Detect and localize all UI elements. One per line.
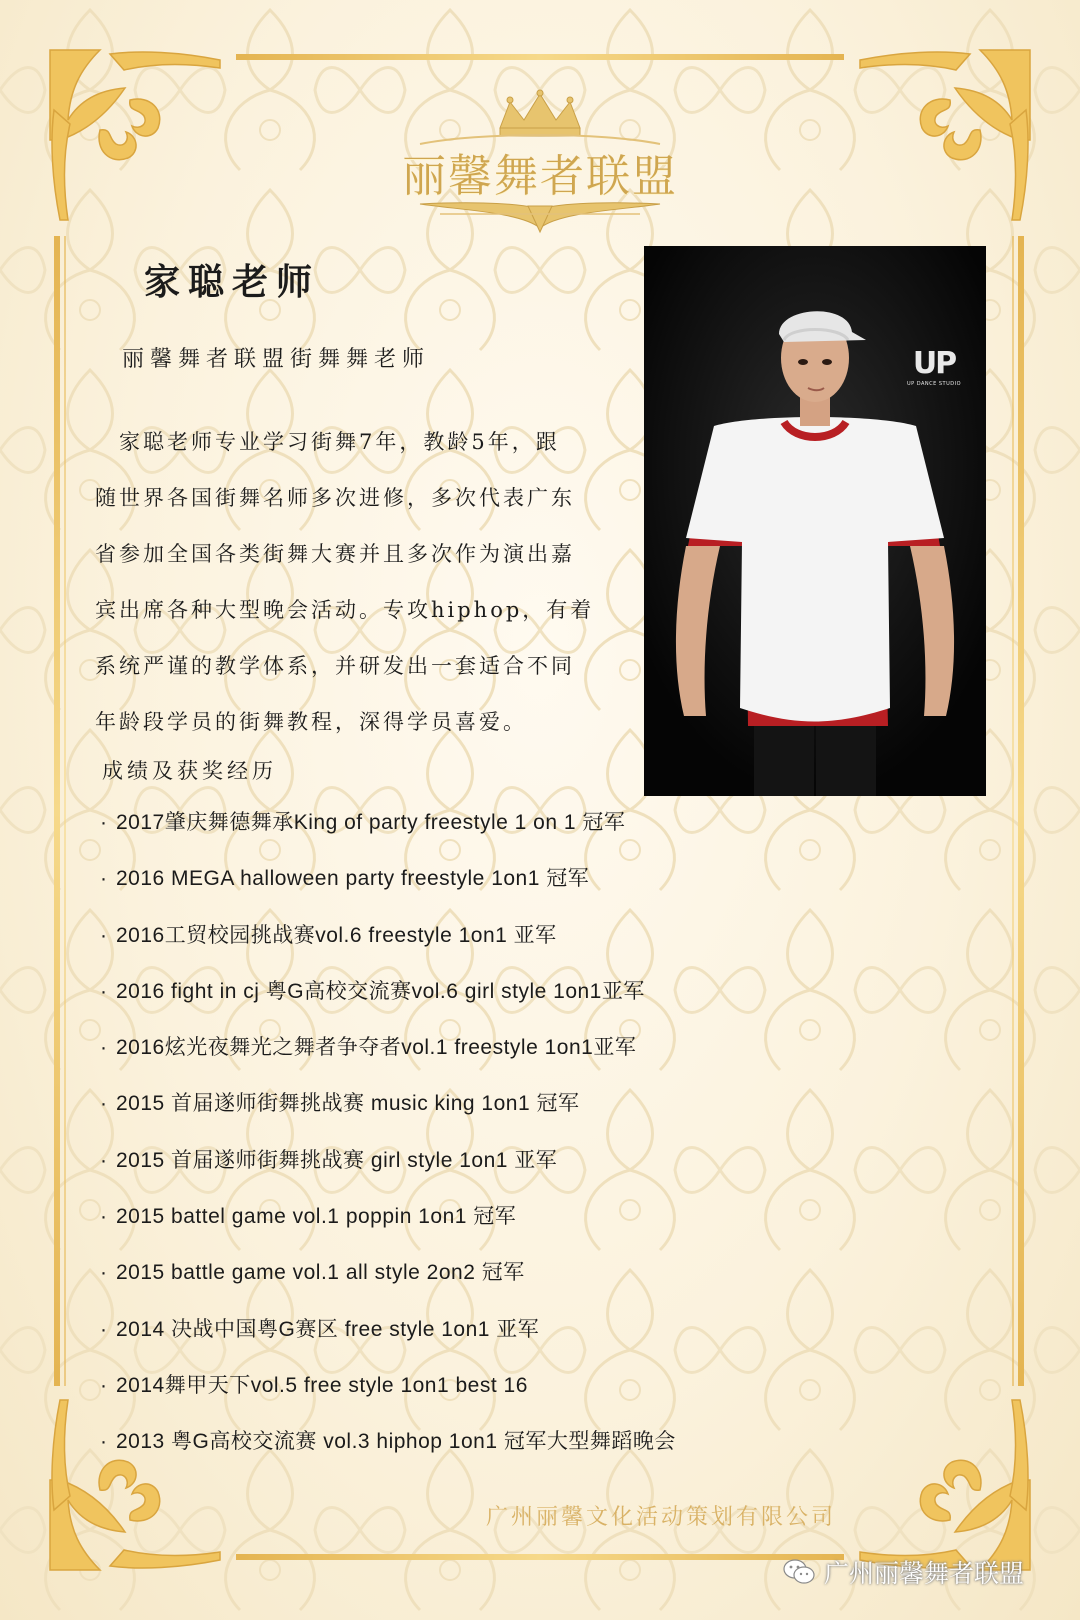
award-item <box>100 1313 676 1369</box>
bio-line: 系统严谨的教学体系，并研发出一套适合不同 <box>95 654 575 678</box>
company-name: 广州丽馨文化活动策划有限公司 <box>486 1505 837 1530</box>
wechat-icon <box>782 1558 816 1586</box>
bullet: · <box>100 1261 108 1285</box>
awards-list <box>100 806 676 1482</box>
corner-ornament-top-left <box>40 40 230 230</box>
award-item <box>100 1087 676 1143</box>
awards-heading: 成绩及获奖经历 <box>102 759 277 783</box>
award-text: 2015 首届遂师街舞挑战赛 girl style 1on1 亚军 <box>116 1148 558 1172</box>
award-text: 2013 粤G高校交流赛 vol.3 hiphop 1on1 冠军大型舞蹈晚会 <box>116 1430 676 1454</box>
award-item <box>100 919 676 975</box>
award-item <box>100 1369 676 1425</box>
award-item <box>100 862 676 918</box>
studio-logo-mark: UP <box>912 346 956 381</box>
bio-line: 宾出席各种大型晚会活动。专攻hiphop，有着 <box>95 598 595 622</box>
bio-line: 随世界各国街舞名师多次进修，多次代表广东 <box>95 486 575 510</box>
award-text: 2014舞甲天下vol.5 free style 1on1 best 16 <box>116 1373 528 1397</box>
bullet: · <box>100 1373 108 1397</box>
teacher-title: 丽馨舞者联盟街舞舞老师 <box>122 347 431 372</box>
bullet: · <box>100 1092 108 1116</box>
corner-ornament-bottom-right <box>850 1390 1040 1580</box>
award-text: 2014 决战中国粤G赛区 free style 1on1 亚军 <box>116 1317 540 1341</box>
award-item <box>100 1200 676 1256</box>
studio-logo <box>904 346 964 387</box>
teacher-photo <box>644 246 986 796</box>
award-text: 2016炫光夜舞光之舞者争夺者vol.1 freestyle 1on1亚军 <box>116 1036 637 1060</box>
award-text: 2016 fight in cj 粤G高校交流赛vol.6 girl style 1on1亚军 <box>116 979 645 1003</box>
award-text: 2015 battle game vol.1 all style 2on2 冠军 <box>116 1261 525 1285</box>
bullet: · <box>100 979 108 1003</box>
bullet: · <box>100 1430 108 1454</box>
bullet: · <box>100 1036 108 1060</box>
award-item <box>100 1425 676 1481</box>
teacher-name: 家聪老师 <box>144 261 321 303</box>
award-item <box>100 1256 676 1312</box>
award-item <box>100 1031 676 1087</box>
corner-ornament-top-right <box>850 40 1040 230</box>
award-text: 2015 battel game vol.1 poppin 1on1 冠军 <box>116 1205 517 1229</box>
award-text: 2015 首届遂师街舞挑战赛 music king 1on1 冠军 <box>116 1092 580 1116</box>
frame-right-inner <box>1012 236 1014 1386</box>
frame-left <box>54 236 60 1386</box>
frame-left-inner <box>64 236 66 1386</box>
bullet: · <box>100 923 108 947</box>
dancer-figure <box>644 246 986 796</box>
bio-line: 省参加全国各类街舞大赛并且多次作为演出嘉 <box>95 542 575 566</box>
teacher-bio <box>95 414 615 750</box>
bio-line: 家聪老师专业学习街舞7年，教龄5年，跟 <box>95 430 560 454</box>
award-item <box>100 806 676 862</box>
bullet: · <box>100 1317 108 1341</box>
frame-top <box>236 54 844 60</box>
frame-right <box>1018 236 1024 1386</box>
studio-logo-name: UP DANCE STUDIO <box>906 381 962 387</box>
award-text: 2016 MEGA halloween party freestyle 1on1 冠军 <box>116 867 590 891</box>
wings-icon <box>420 203 660 232</box>
brand-logo-text: 丽馨舞者联盟 <box>402 151 678 202</box>
bullet: · <box>100 867 108 891</box>
bullet: · <box>100 811 108 834</box>
bio-line: 年龄段学员的街舞教程，深得学员喜爱。 <box>95 710 527 734</box>
award-text: 2016工贸校园挑战赛vol.6 freestyle 1on1 亚军 <box>116 923 557 947</box>
bullet: · <box>100 1205 108 1229</box>
award-item <box>100 975 676 1031</box>
award-item <box>100 1144 676 1200</box>
crown-icon <box>500 90 580 136</box>
watermark-text: 广州丽馨舞者联盟 <box>824 1559 1025 1588</box>
frame-bottom <box>236 1554 844 1560</box>
bullet: · <box>100 1148 108 1172</box>
award-text: 2017肇庆舞德舞承King of party freestyle 1 on 1 冠军 <box>116 811 626 834</box>
